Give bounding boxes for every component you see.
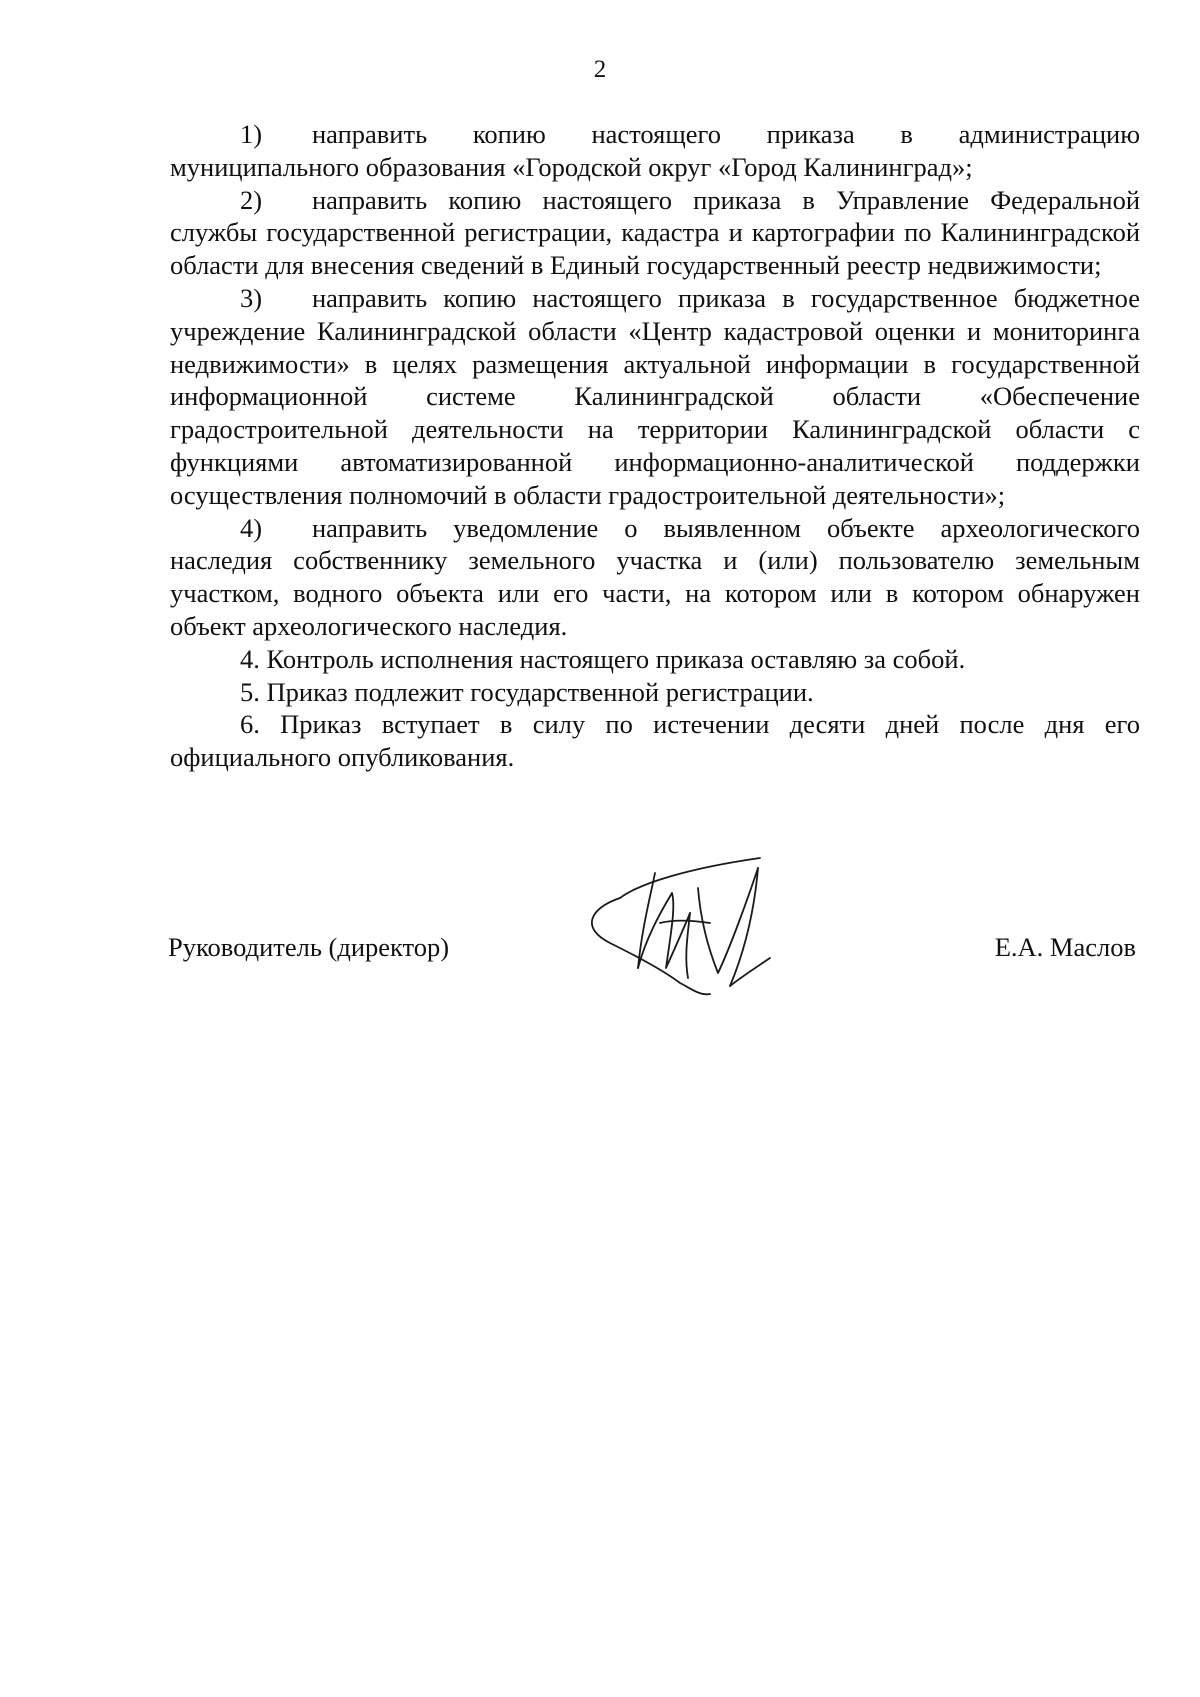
page-number: 2: [593, 56, 607, 83]
item-number: 1): [240, 119, 263, 149]
item-text: направить копию настоящего приказа в государственное бюджетное учреждение Калининградской области «Центр кадастровой оценки и мониторинга недвижимости» в целях размещения актуальной информации в государственной информационной системе Калининградской области «Обеспечение градостроительной деятельности на территории Калининградской области с функциями автоматизированной информационно-аналитической поддержки осуществления полномочий в области градостроительной деятельности»;: [170, 282, 1140, 510]
signatory-title: Руководитель (директор): [168, 932, 450, 962]
signatory-name: Е.А. Маслов: [994, 932, 1136, 962]
clause-6: 6. Приказ вступает в силу по истечении десяти дней после дня его официального опубликования.: [170, 709, 1140, 773]
item-number: 3): [240, 282, 263, 313]
item-text: направить копию настоящего приказа в администрацию муниципального образования «Городской округ «Город Калининград»;: [170, 119, 1140, 182]
item-text: направить копию настоящего приказа в Управление Федеральной службы государственной регистрации, кадастра и картографии по Калининградской области для внесения сведений в Единый государственный реестр недвижимости;: [170, 184, 1140, 281]
handwritten-signature: [580, 828, 820, 998]
clause-4: 4. Контроль исполнения настоящего приказа оставляю за собой.: [240, 643, 966, 674]
item-text: направить уведомление о выявленном объекте археологического наследия собственнику земельного участка и (или) пользователю земельным участком, водного объекта или его части, на котором или в котором обнаружен объект археологического наследия.: [170, 512, 1140, 641]
item-number: 2): [240, 184, 263, 215]
clause-5: 5. Приказ подлежит государственной регистрации.: [240, 676, 814, 707]
item-number: 4): [240, 512, 263, 543]
